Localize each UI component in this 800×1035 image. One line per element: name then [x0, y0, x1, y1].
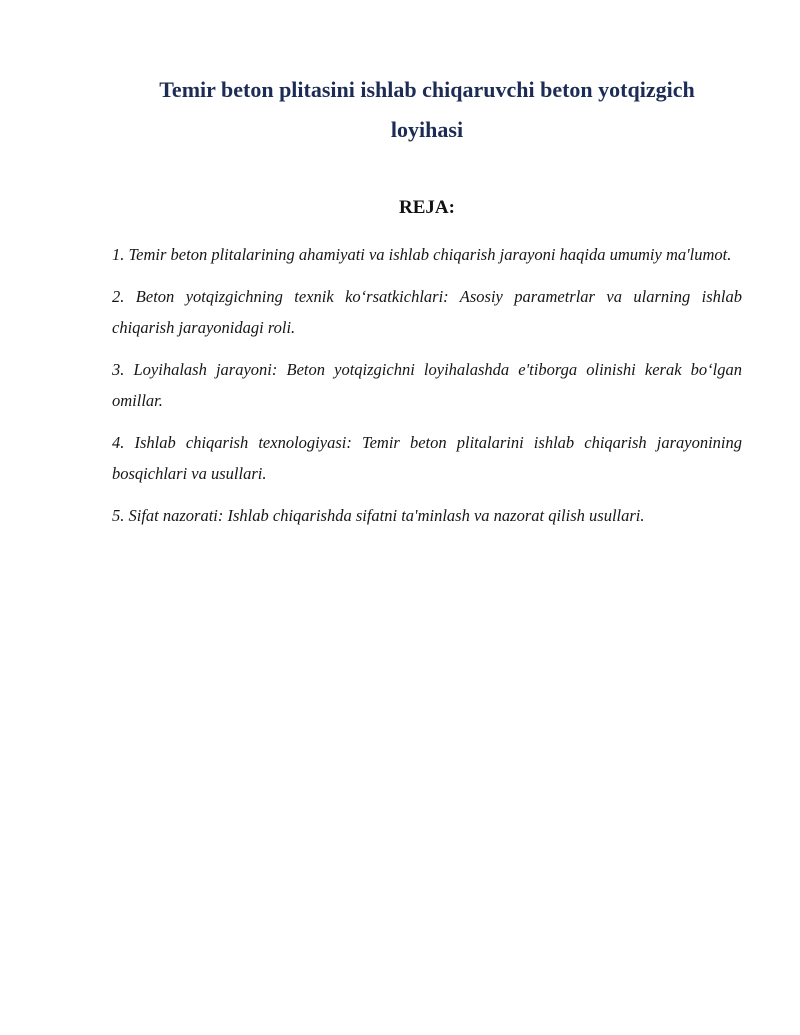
document-title-line-2: loyihasi — [390, 117, 464, 142]
document-title-line-1: Temir beton plitasini ishlab chiqaruvchi beton yotqizgich — [159, 77, 695, 102]
plan-item: 4. Ishlab chiqarish texnologiyasi: Temir beton plitalarini ishlab chiqarish jarayonining bosqichlari va usullari. — [112, 432, 742, 483]
plan-item: 3. Loyihalash jarayoni: Beton yotqizgichni loyihalashda e'tiborga olinishi kerak bo‘lgan omillar. — [112, 359, 742, 410]
plan-item: 2. Beton yotqizgichning texnik ko‘rsatkichlari: Asosiy parametrlar va ularning ishlab chiqarish jarayonidagi roli. — [112, 286, 742, 337]
document-title — [112, 70, 742, 150]
plan-item: 5. Sifat nazorati: Ishlab chiqarishda sifatni ta'minlash va nazorat qilish usullari. — [112, 505, 645, 525]
plan-heading: REJA: — [399, 197, 455, 218]
plan-list — [112, 239, 742, 541]
plan-item: 1. Temir beton plitalarining ahamiyati va ishlab chiqarish jarayoni haqida umumiy ma'lumot. — [112, 245, 732, 264]
